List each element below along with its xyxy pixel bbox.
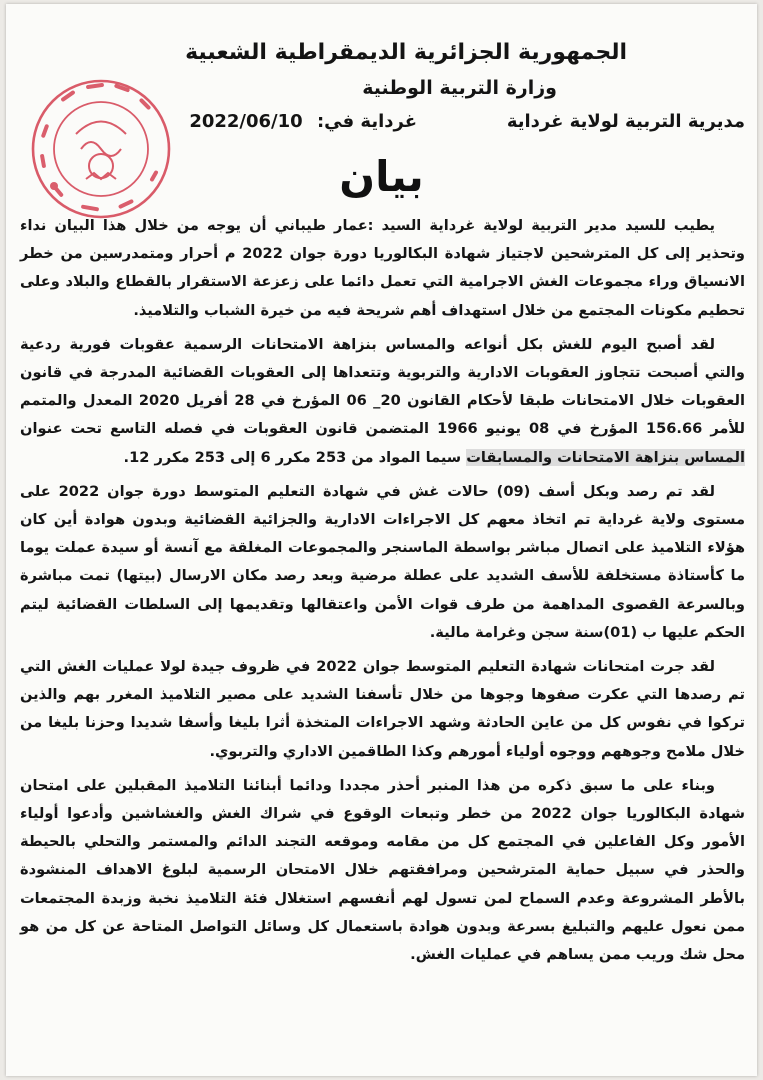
ministry-heading: وزارة التربية الوطنية (362, 77, 557, 99)
paragraph-4: لقد جرت امتحانات شهادة التعليم المتوسط جوان 2022 في ظروف جيدة لولا عمليات الغش التي تم رصدها التي عكرت صفوها وجوها من خلال تأسفنا الشديد على مصير التلاميذ المغرر بهم والذين تركوا في نفوس كل من عاين الحادثة وشهد الاجراءات المتخذة أثرا بليغا وأسفا شديدا وحزنا بليغا من خلال ملامح وجوههم ووجوه أولياء أمورهم وكذا الطاقمين الاداري والتربوي. (20, 658, 745, 760)
directorate-heading: مديرية التربية لولاية غرداية (506, 111, 745, 132)
date-label: غرداية في: (316, 111, 417, 132)
highlighted-chapter-title: المساس بنزاهة الامتحانات والمسابقات (466, 448, 745, 466)
official-stamp-seal (26, 74, 176, 224)
paragraph-2-part-2: سيما المواد من 253 مكرر 6 إلى 253 مكرر 12. (123, 448, 467, 466)
republic-heading: الجمهورية الجزائرية الديمقراطية الشعبية (185, 40, 627, 65)
document-page (6, 4, 757, 1076)
paragraph-1: يطيب للسيد مدير التربية لولاية غرداية السيد :عمار طيباني أن يوجه من خلال هذا البيان نداء وتحذير إلى كل المترشحين لاجتياز شهادة البكالوريا دورة جوان 2022 م أحرار ومتمدرسين من خطر الانسياق وراء مجموعات الغش الاجرامية التي تعمل دائما على زعزعة الاستقرار بالقطاع والبلاد وعلى تحطيم مكونات المجتمع من خلال استهداف أهم شريحة فيه من خيرة الشباب والتلاميذ. (20, 217, 745, 319)
paragraph-3: لقد تم رصد وبكل أسف (09) حالات غش في شهادة التعليم المتوسط دورة جوان 2022 على مستوى ولاية غرداية تم اتخاذ معهم كل الاجراءات الادارية والجزائية القضائية وبدون هوادة أين كان هؤلاء التلاميذ على اتصال مباشر بواسطة الماسنجر والمجموعات المغلقة مع آنسة أو سيدة عملت يوما ما كأستاذة مستخلفة للأسف الشديد على عطلة مرضية وبعد رصد مكان الارسال (بيتها) تمت مباشرة وبالسرعة القصوى المداهمة من طرف قوات الأمن واعتقالها وتقديمها إلى السلطات القضائية ليتم الحكم عليها ب (01)سنة سجن وغرامة مالية. (20, 482, 745, 641)
paragraph-2-part-1: لقد أصبح اليوم للغش بكل أنواعه والمساس بنزاهة الامتحانات الرسمية عقوبات فورية ردعية والتي أصبحت تتجاوز العقوبات الادارية والتربوية وتتعداها إلى العقوبات القضائية المدرجة في قانون العقوبات خلال الامتحانات طبقا لأحكام القانون 20_ 06 المؤرخ في 28 أفريل 2020 المعدل والمتمم للأمر 156.66 المؤرخ في 08 يونيو 1966 المتضمن قانون العقوبات في فصله التاسع تحت عنوان (20, 335, 745, 438)
document-title: بيان (339, 152, 424, 201)
date-line (189, 111, 417, 132)
paragraph-5: وبناء على ما سبق ذكره من هذا المنبر أحذر مجددا ودائما أبنائنا التلاميذ المقبلين على امتحان شهادة البكالوريا جوان 2022 من خطر وتبعات الوقوع في شراك الغش والغشاشين وأدعوا أولياء الأمور وكل الفاعلين في المجتمع كل من مقامه وموقعه التجند الدائم والمستمر والتحلي بالحيطة والحذر في سبيل حماية المترشحين ومرافقتهم خلال الامتحان الرسمية لبلوغ الاهداف المنشودة بالأطر المشروعة وعدم السماح لمن تسول لهم أنفسهم استغلال فئة التلاميذ نخبة وزبدة المجتمعات ممن نعول عليهم والتبليغ بسرعة وبدون هوادة باستعمال كل وسائل التواصل المتاحة عن كل من هو محل شك وريب ممن يساهم في عمليات الغش. (20, 776, 745, 964)
date-value: 2022/06/10 (189, 111, 303, 132)
statement-body (20, 212, 745, 969)
paragraph-2 (20, 331, 745, 472)
